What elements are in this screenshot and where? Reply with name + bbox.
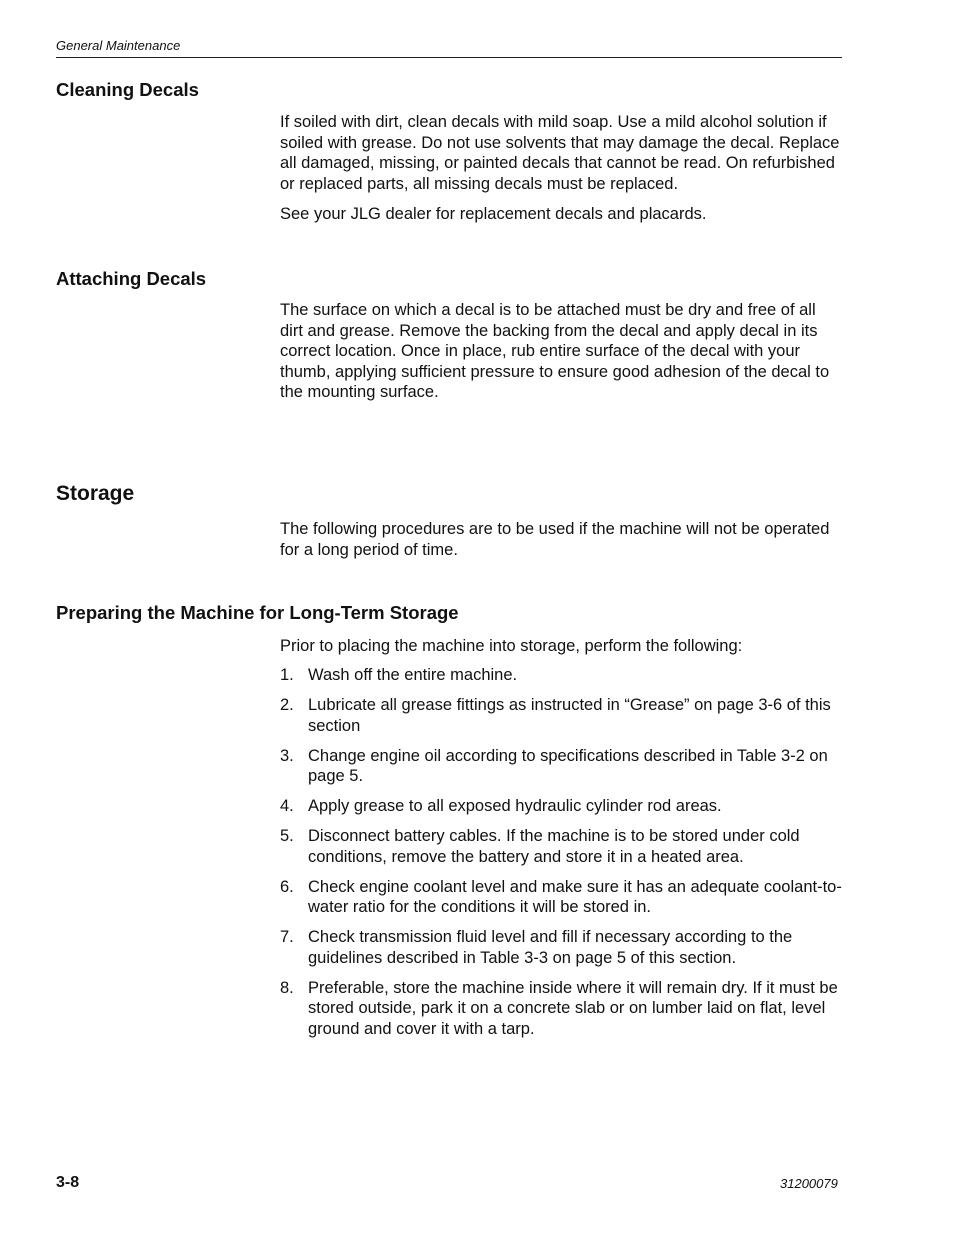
step-number: 3. — [280, 746, 294, 765]
storage-steps-list — [280, 665, 844, 1049]
list-item — [280, 826, 844, 867]
running-header: General Maintenance — [56, 38, 842, 58]
list-item — [280, 796, 844, 817]
step-text: Disconnect battery cables. If the machine is to be stored under cold conditions, remove the battery and store it in a heated area. — [308, 827, 800, 866]
list-item — [280, 695, 844, 736]
cleaning-decals-body — [280, 112, 842, 225]
cleaning-decals-heading: Cleaning Decals — [56, 79, 199, 100]
long-term-storage-heading: Preparing the Machine for Long-Term Storage — [56, 602, 459, 623]
storage-heading: Storage — [56, 482, 135, 505]
step-text: Wash off the entire machine. — [308, 666, 518, 684]
step-number: 6. — [280, 877, 294, 896]
list-item — [280, 927, 844, 968]
step-number: 2. — [280, 696, 294, 714]
step-number: 8. — [280, 978, 294, 997]
cleaning-decals-paragraph-1: If soiled with dirt, clean decals with mild soap. Use a mild alcohol solution if soiled with grease. Do not use solvents that may damage the decal. Replace all damaged, missing, or painted decals that cannot be read. On refurbished or replaced parts, all missing decals must be replaced. — [280, 113, 840, 193]
cleaning-decals-paragraph-2: See your JLG dealer for replacement decals and placards. — [280, 205, 707, 223]
step-text: Check engine coolant level and make sure it has an adequate coolant-to-water ratio for the conditions it will be stored in. — [308, 877, 842, 916]
attaching-decals-heading: Attaching Decals — [56, 268, 207, 289]
step-text: Preferable, store the machine inside where it will remain dry. If it must be stored outside, park it on a concrete slab or on lumber laid on flat, level ground and cover it with a tarp. — [308, 978, 838, 1038]
list-item — [280, 746, 844, 787]
page-number: 3-8 — [56, 1174, 80, 1191]
step-text: Change engine oil according to specifications described in Table 3-2 on page 5. — [308, 746, 828, 785]
step-number: 5. — [280, 827, 294, 845]
step-number: 1. — [280, 666, 294, 684]
step-text: Check transmission fluid level and fill if necessary according to the guidelines described in Table 3-3 on page 5 of this section. — [308, 928, 793, 967]
attaching-decals-paragraph: The surface on which a decal is to be attached must be dry and free of all dirt and grease. Remove the backing from the decal and apply decal in its correct location. Once in place, rub entire surface of the decal with your thumb, applying sufficient pressure to ensure good adhesion of the decal to the mounting surface. — [280, 301, 830, 401]
step-text: Lubricate all grease fittings as instructed in “Grease” on page 3-6 of this section — [308, 696, 831, 735]
storage-paragraph: The following procedures are to be used if the machine will not be operated for a long period of time. — [280, 520, 830, 559]
storage-body — [280, 519, 842, 560]
attaching-decals-body — [280, 300, 842, 403]
list-item — [280, 877, 844, 918]
step-number: 4. — [280, 797, 294, 815]
step-number: 7. — [280, 928, 294, 946]
list-item — [280, 978, 844, 1040]
long-term-storage-intro-text: Prior to placing the machine into storage, perform the following: — [280, 637, 743, 655]
list-item — [280, 665, 844, 686]
step-text: Apply grease to all exposed hydraulic cylinder rod areas. — [308, 797, 722, 815]
document-number: 31200079 — [780, 1176, 838, 1191]
long-term-storage-intro — [280, 636, 842, 657]
